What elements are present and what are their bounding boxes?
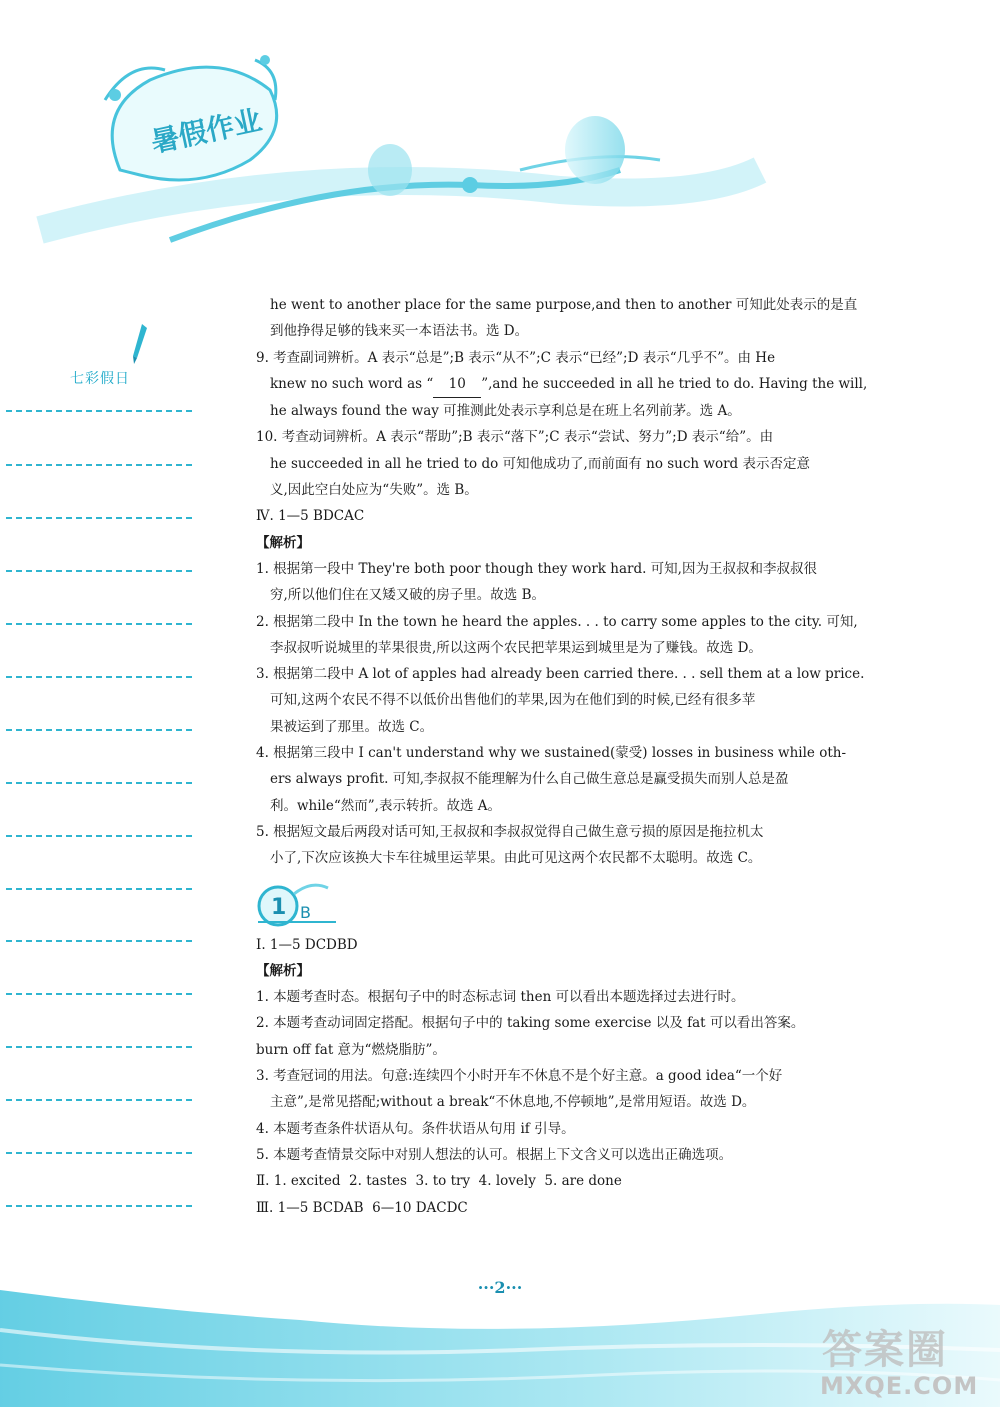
sidebar-divider [6,729,192,731]
sidebar-divider [6,464,192,466]
watermark-url: MXQE.COM [820,1372,979,1400]
sidebar-divider [6,1099,192,1101]
answer-line: Ⅱ. 1. excited 2. tastes 3. to try 4. lovely 5. are done [256,1173,622,1190]
text-line: 3. 根据第二段中 A lot of apples had already been carried there. . . sell them at a low price. [256,666,865,683]
text-fragment: knew no such word as “ [270,375,434,392]
section-badge-icon [256,876,346,932]
text-line: 穷,所以他们住在又矮又破的房子里。故选 B。 [270,587,546,604]
text-line: 5. 本题考查情景交际中对别人想法的认可。根据上下文含义可以选出正确选项。 [256,1146,733,1163]
text-line: 2. 本题考查动词固定搭配。根据句子中的 taking some exercise 以及 fat 可以看出答案。 [256,1015,805,1032]
sidebar-divider [6,993,192,995]
text-line [256,371,888,398]
text-line: burn off fat 意为“燃烧脂肪”。 [256,1041,446,1058]
text-line: 1. 根据第一段中 They're both poor though they work hard. 可知,因为王叔叔和李叔叔很 [256,560,817,577]
text-line: he always found the way 可推测此处表示享利总是在班上名列前茅。选 A。 [270,403,741,420]
text-line: 2. 根据第二段中 In the town he heard the apples. . . to carry some apples to the city. 可知, [256,613,858,630]
sidebar-divider [6,676,192,678]
text-line: 到他挣得足够的钱来买一本语法书。选 D。 [270,323,529,340]
text-line: 5. 根据短文最后两段对话可知,王叔叔和李叔叔觉得自己做生意亏损的原因是拖拉机太 [256,823,764,840]
answer-line: Ⅲ. 1—5 BCDAB 6—10 DACDC [256,1199,468,1216]
text-line: 义,因此空白处应为“失败”。选 B。 [270,482,478,499]
sidebar-divider [6,623,192,625]
sidebar-divider [6,1205,192,1207]
text-line: he succeeded in all he tried to do 可知他成功了,而前面有 no such word 表示否定意 [270,455,810,472]
sidebar-divider [6,570,192,572]
sidebar-divider [6,888,192,890]
header-decoration [0,0,1000,260]
text-line: ers always profit. 可知,李叔叔不能理解为什么自己做生意总是赢受损失而别人总是盈 [270,771,789,788]
answer-content [256,292,888,1221]
text-line: 4. 本题考查条件状语从句。条件状语从句用 if 引导。 [256,1120,575,1137]
sidebar-divider [6,410,192,412]
page-number: ···2··· [477,1278,523,1297]
text-line: 3. 考查冠词的用法。句意:连续四个小时开车不休息不是个好主意。a good idea“一个好 [256,1068,783,1085]
sidebar-label: 七彩假日 [70,371,130,387]
section-badge [256,876,888,932]
sidebar-divider [6,1046,192,1048]
sidebar-divider [6,517,192,519]
sidebar-divider [6,782,192,784]
text-line: 10. 考查动词辨析。A 表示“帮助”;B 表示“落下”;C 表示“尝试、努力”;D 表示“给”。由 [256,429,774,446]
answer-line: Ⅰ. 1—5 DCDBD [256,936,358,953]
text-line: 利。while“然而”,表示转折。故选 A。 [270,797,502,814]
sidebar-divider [6,1152,192,1154]
section-letter: B [300,902,311,922]
text-line: 1. 本题考查时态。根据句子中的时态标志词 then 可以看出本题选择过去进行时。 [256,989,745,1006]
answer-line: Ⅳ. 1—5 BDCAC [256,508,365,525]
text-line: 果被运到了那里。故选 C。 [270,718,434,735]
watermark-logo: 答案圈 [822,1327,948,1373]
header-title: 暑假作业 [148,103,265,159]
text-line: 4. 根据第三段中 I can't understand why we sustained(蒙受) losses in business while oth- [256,745,847,762]
text-line: he went to another place for the same purpose,and then to another 可知此处表示的是直 [270,297,858,313]
analysis-heading: 【解析】 [256,962,310,979]
text-line: 主意”,是常见搭配;without a break“不休息地,不停顿地”,是常用短语。故选 D。 [270,1094,756,1111]
sidebar-divider [6,940,192,942]
analysis-heading: 【解析】 [256,534,310,551]
text-line: 9. 考查副词辨析。A 表示“总是”;B 表示“从不”;C 表示“已经”;D 表示“几乎不”。由 He [256,349,776,366]
section-number: 1 [271,894,287,920]
text-fragment: ”,and he succeeded in all he tried to do. Having the will, [481,375,868,392]
pen-icon [130,322,150,366]
text-line: 小了,下次应该换大卡车往城里运苹果。由此可见这两个农民都不太聪明。故选 C。 [270,850,762,867]
text-line: 可知,这两个农民不得不以低价出售他们的苹果,因为在他们到的时候,已经有很多苹 [270,692,756,709]
sidebar-divider [6,835,192,837]
text-line: 李叔叔听说城里的苹果很贵,所以这两个农民把苹果运到城里是为了赚钱。故选 D。 [270,639,762,656]
answer-blank: 10 [433,371,481,398]
